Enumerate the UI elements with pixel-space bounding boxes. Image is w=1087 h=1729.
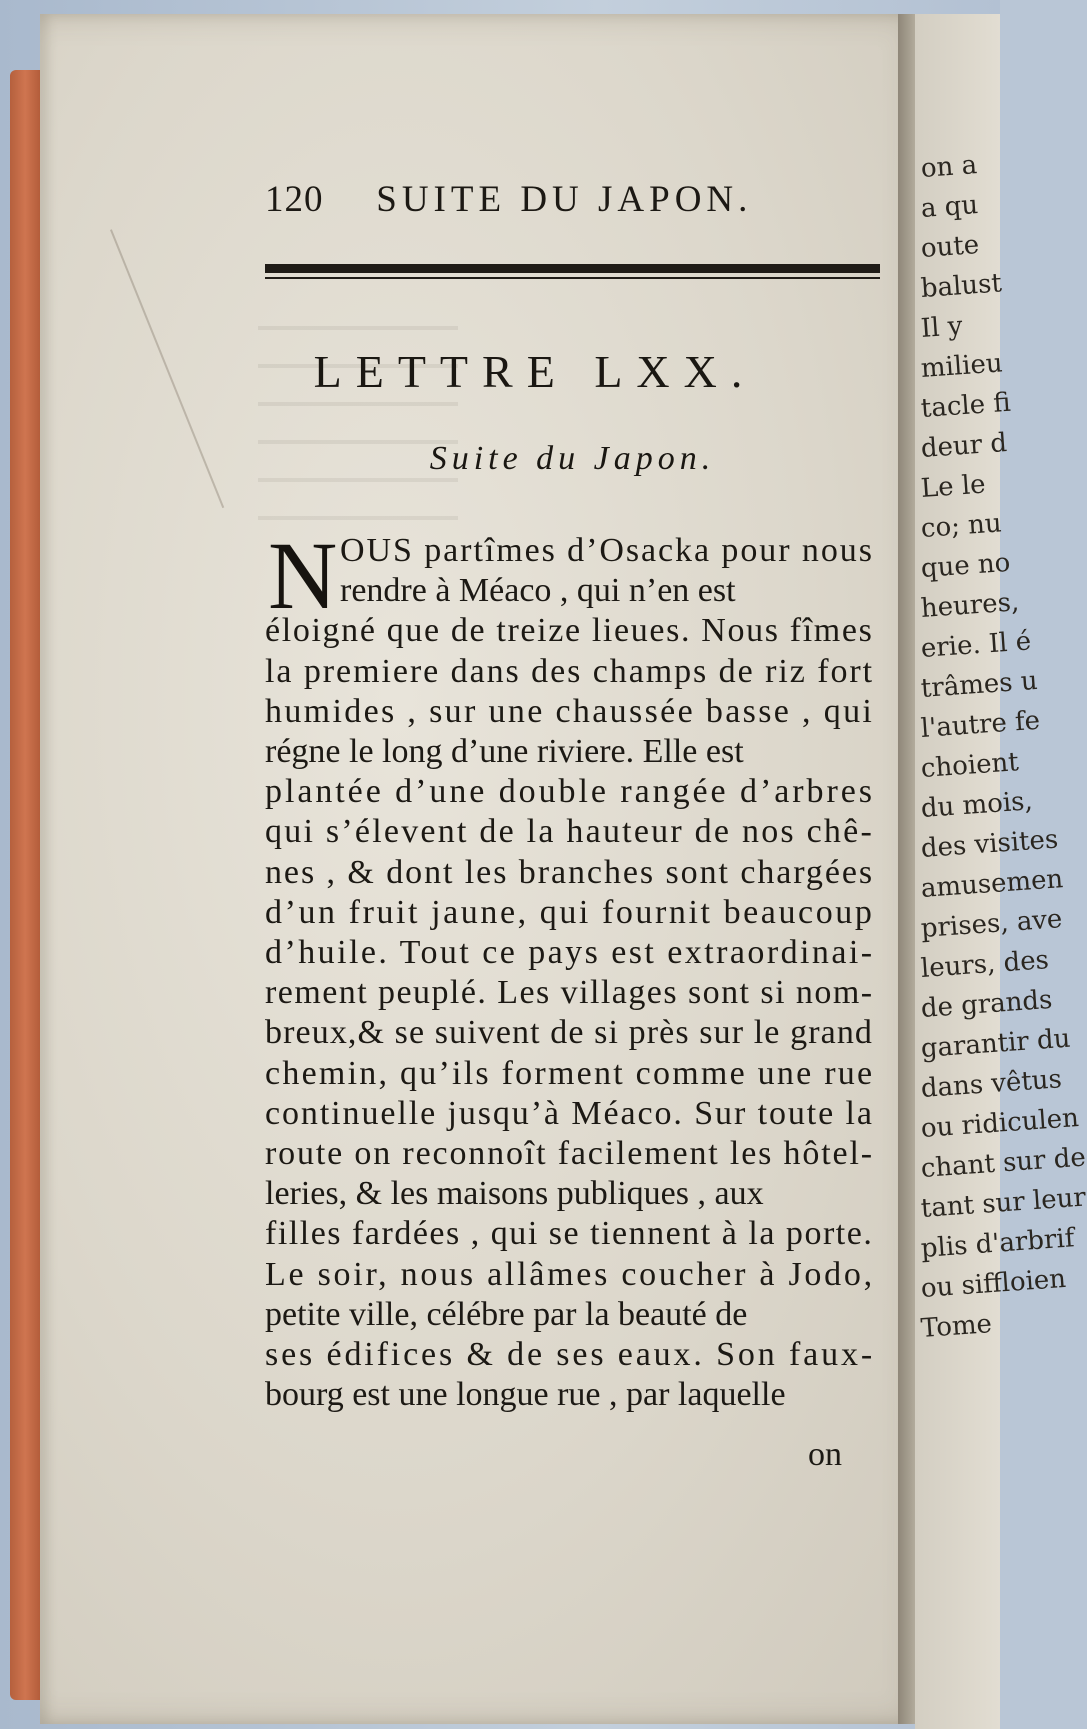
page-number: 120 bbox=[265, 179, 324, 220]
text-line: d’huile. Tout ce pays est extraordinai- bbox=[265, 934, 875, 971]
catchword: on bbox=[808, 1436, 842, 1473]
facing-page-line: tacle fi bbox=[919, 387, 1012, 424]
text-line: OUS partîmes d’Osacka pour nous bbox=[340, 532, 874, 569]
facing-page-line: prises, ave bbox=[919, 904, 1064, 944]
text-line: breux,& se suivent de si près sur le grand bbox=[265, 1014, 874, 1052]
facing-page-line: oute bbox=[919, 229, 981, 264]
facing-page-line: plis d'arbrif bbox=[919, 1223, 1076, 1264]
facing-page-line: heures, bbox=[919, 587, 1021, 624]
facing-page-line: garantir du bbox=[919, 1023, 1072, 1064]
running-title: SUITE DU JAPON. bbox=[376, 179, 753, 220]
text-line: rendre à Méaco , qui n’en est bbox=[340, 572, 736, 610]
facing-page-line: Il y bbox=[919, 311, 964, 344]
running-header bbox=[265, 178, 805, 221]
text-line: continuelle jusqu’à Méaco. Sur toute la bbox=[265, 1094, 874, 1132]
text-line: régne le long d’une riviere. Elle est bbox=[265, 733, 744, 770]
facing-page-line: milieu bbox=[919, 348, 1004, 384]
text-line: ses édifices & de ses eaux. Son faux- bbox=[265, 1336, 876, 1373]
facing-page-line: Tome bbox=[919, 1309, 993, 1344]
text-line: qui s’élevent de la hauteur de nos chê- bbox=[265, 813, 875, 851]
facing-page-line: trâmes u bbox=[919, 665, 1039, 704]
text-line: leries, & les maisons publiques , aux bbox=[265, 1175, 764, 1213]
facing-page-line: des visites bbox=[919, 824, 1060, 864]
facing-page bbox=[915, 14, 1087, 1729]
text-line: Le soir, nous allâmes coucher à Jodo, bbox=[265, 1255, 875, 1293]
facing-page-line: amusemen bbox=[919, 864, 1065, 904]
facing-page-line: ou siffloien bbox=[919, 1263, 1067, 1304]
letter-title: LETTRE LXX. bbox=[313, 346, 757, 397]
facing-page-line: balust bbox=[919, 268, 1003, 304]
facing-page-line: a qu bbox=[919, 190, 980, 224]
facing-page-line: chant sur de bbox=[919, 1142, 1087, 1184]
header-rule-thick bbox=[265, 264, 880, 273]
text-line: humides , sur une chaussée basse , qui bbox=[265, 692, 875, 730]
text-line: filles fardées , qui se tiennent à la porte. bbox=[265, 1215, 874, 1253]
text-line: route on reconnoît facilement les hôtel- bbox=[265, 1135, 874, 1172]
text-line: d’un fruit jaune, qui fournit beaucoup bbox=[265, 893, 875, 931]
text-line: éloigné que de treize lieues. Nous fîmes bbox=[265, 612, 874, 650]
facing-page-line: l'autre fe bbox=[919, 705, 1042, 744]
text-line: petite ville, célébre par la beauté de bbox=[265, 1295, 748, 1333]
facing-page-line: du mois, bbox=[919, 786, 1034, 824]
text-line: la premiere dans des champs de riz fort bbox=[265, 652, 875, 690]
letter-subtitle: Suite du Japon. bbox=[429, 440, 716, 477]
facing-page-line: deur d bbox=[919, 428, 1008, 464]
facing-page-line: ou ridiculen bbox=[919, 1103, 1080, 1144]
facing-page-line: que no bbox=[919, 547, 1012, 584]
facing-page-line: de grands bbox=[919, 984, 1054, 1024]
show-through bbox=[258, 300, 458, 520]
text-line: nes , & dont les branches sont chargées bbox=[265, 853, 875, 891]
facing-page-line: Le le bbox=[919, 469, 987, 504]
facing-page-line: tant sur leur bbox=[919, 1182, 1087, 1224]
text-line: plantée d’une double rangée d’arbres bbox=[265, 773, 875, 811]
header-rule bbox=[265, 264, 880, 280]
facing-page-line: co; nu bbox=[919, 508, 1003, 544]
text-line: chemin, qu’ils forment comme une rue bbox=[265, 1054, 875, 1092]
facing-page-line: dans vêtus bbox=[919, 1064, 1063, 1104]
text-line: bourg est une longue rue , par laquelle bbox=[265, 1376, 786, 1414]
facing-page-line: leurs, des bbox=[919, 945, 1050, 984]
drop-cap: N bbox=[268, 522, 338, 629]
facing-page-line: choient bbox=[919, 747, 1020, 784]
header-rule-thin bbox=[265, 277, 880, 279]
text-line: rement peuplé. Les villages sont si nom- bbox=[265, 974, 874, 1012]
facing-page-line: erie. Il é bbox=[919, 626, 1033, 664]
facing-page-line: on a bbox=[919, 150, 979, 184]
